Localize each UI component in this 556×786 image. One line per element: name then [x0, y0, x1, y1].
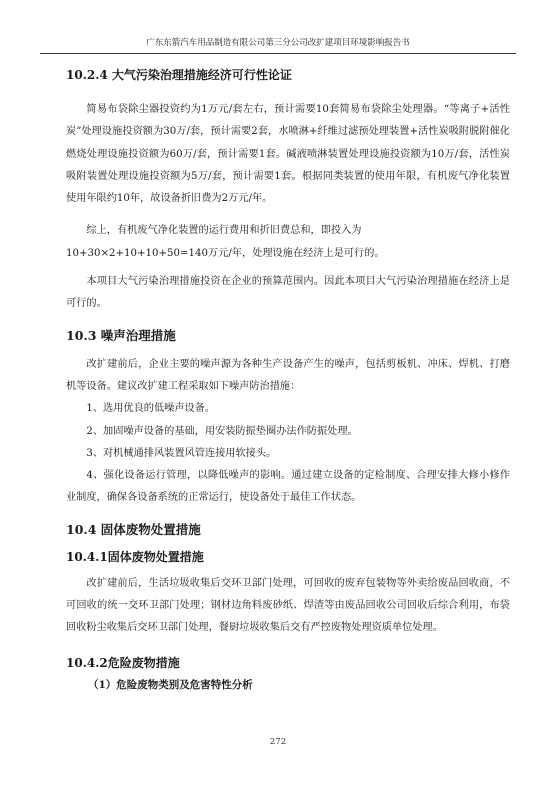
paragraph-budget: 本项目大气污染治理措施投资在企业的预算范围内。因此本项目大气污染治理措施在经济上是可行的。	[66, 276, 510, 310]
paragraph-noise-sources: 改扩建前后，企业主要的噪声源为各种生产设备产生的噪声，包括剪板机、冲床、焊机、打磨机等设备。建议改扩建工程采取如下噪声防治措施：	[66, 358, 510, 392]
page-number: 272	[269, 737, 287, 747]
noise-measure-4: 4、强化设备运行管理，以降低噪声的影响。通过建立设备的定检制度、合理安排大修小修作业制度，确保各设备系统的正常运行，使设备处于最佳工作状态。	[66, 470, 510, 504]
page-content	[66, 66, 510, 696]
section-heading-10-2-4: 10.2.4 大气污染治理措施经济可行性论证	[66, 68, 292, 82]
section-heading-10-4-1: 10.4.1固体废物处置措施	[66, 549, 204, 564]
paragraph-investment: 简易布袋除尘器投资约为1万元/套左右，预计需要10套简易布袋除尘处理器。“等离子+活性炭”处理设施投资额为30万/套，预计需要2套，水喷淋+纤维过滤预处理装置+活性炭吸附脱附催化燃烧处理设施投资额为60万/套，预计需要1套。碱液喷淋装置处理设施投资额为10万/套，活性炭吸附装置处理设施投资额为5万/套，预计需要1套。根据同类装置的使用年限，有机废气净化装置使用年限约10年，故设备折旧费为2万元/年。	[66, 104, 510, 205]
spacer	[66, 210, 510, 220]
paragraph-summary-line2: 10+30×2+10+10+50=140万元/年，处理设施在经济上是可行的。	[66, 247, 385, 259]
section-heading-10-3: 10.3 噪声治理措施	[66, 327, 176, 343]
section-heading-10-4-2: 10.4.2危险废物措施	[66, 655, 180, 670]
section-heading-10-4: 10.4 固体废物处置措施	[66, 521, 201, 537]
subsection-heading-hazardous-waste: （1）危险废物类别及危害特性分析	[88, 678, 253, 691]
paragraph-solid-waste: 改扩建前后，生活垃圾收集后交环卫部门处理，可回收的废弃包装物等外卖给废品回收商，不可回收的统一交环卫部门处理；钢材边角料废砂纸、焊渣等由废品回收公司回收后综合利用，布袋回收粉尘收集后交环卫部门处理，餐厨垃圾收集后交有严控废物处理资质单位处理。	[66, 577, 510, 634]
noise-measure-2: 2、加固噪声设备的基础，用安装防振垫圈办法作防振处理。	[86, 425, 358, 437]
spacer	[66, 640, 510, 654]
running-header: 广东东箭汽车用品制造有限公司第三分公司改扩建项目环境影响报告书	[40, 36, 516, 54]
paragraph-summary-line1: 综上，有机废气净化装置的运行费用和折旧费总和，即投入为	[86, 225, 362, 237]
noise-measure-3: 3、对机械通排风装置风管连接用软接头。	[86, 447, 277, 459]
noise-measure-1: 1、选用优良的低噪声设备。	[86, 403, 216, 415]
